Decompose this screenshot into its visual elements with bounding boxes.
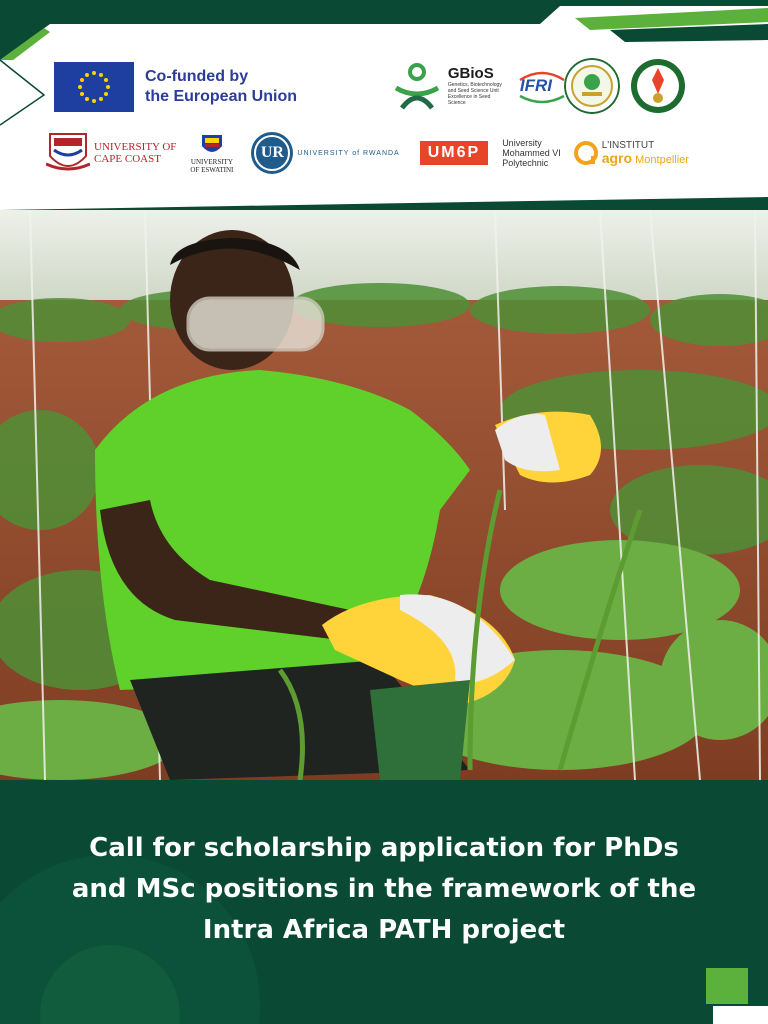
ucc-text — [94, 141, 176, 165]
rwanda-emblem-icon — [251, 132, 293, 174]
eu-stars-icon — [54, 62, 134, 112]
um6p-line1: University — [502, 138, 542, 148]
greenhouse-photo — [0, 210, 768, 780]
eswatini-text-line2: OF ESWATINI — [190, 166, 234, 174]
institut-agro-logo — [573, 139, 689, 167]
gbios-logo — [392, 62, 508, 110]
agro-word: agro — [601, 150, 633, 166]
fsa-uac-seal-icon — [564, 58, 620, 114]
eu-text-line1: Co-funded by — [145, 68, 249, 85]
farmer-tending-tomato-plants-image — [0, 210, 768, 780]
header-decoration — [0, 0, 768, 60]
agro-ring-icon — [573, 140, 599, 166]
call-headline — [30, 828, 738, 951]
agro-city: Montpellier — [635, 154, 689, 166]
ucc-text-line2: CAPE COAST — [94, 153, 161, 165]
logo-row-bottom — [46, 130, 689, 176]
agro-line1: L'INSTITUT — [601, 140, 655, 151]
eswatini-text — [190, 158, 233, 174]
ifri-text: IFRI — [519, 76, 552, 95]
eu-cofunded-text — [145, 67, 297, 107]
um6p-line2: Mohammed VI — [502, 148, 561, 158]
um6p-logo: UM6P — [420, 141, 488, 165]
gbios-text — [448, 66, 508, 106]
headline-line-1: Call for scholarship application for PhDs — [89, 833, 679, 863]
eswatini-text-line1: UNIVERSITY — [190, 158, 233, 166]
agro-text — [602, 139, 689, 167]
headline-line-3: Intra Africa PATH project — [202, 915, 566, 945]
rwanda-logo — [251, 132, 399, 174]
eu-flag-icon — [54, 62, 134, 112]
agro-line2 — [602, 152, 689, 167]
ifri-logo — [518, 72, 554, 100]
header-divider — [0, 197, 768, 210]
eswatini-logo — [190, 132, 233, 174]
gbios-title: GBioS — [447, 65, 494, 82]
logo-row-top — [392, 58, 686, 114]
ucc-text-line1: UNIVERSITY OF — [94, 141, 177, 153]
gbios-subtitle: Genetics, Biotechnology and Seed Science Unit Excellence in Seed Science — [447, 82, 502, 106]
ucc-crest-icon — [46, 130, 90, 176]
eswatini-crest-icon — [199, 132, 225, 158]
um6p-fullname — [502, 138, 561, 168]
headline-line-2: and MSc positions in the framework of the — [71, 874, 697, 904]
um6p-line3: Polytechnic — [502, 158, 549, 168]
eu-text-line2: the European Union — [145, 88, 297, 105]
corner-green-square — [706, 968, 748, 1004]
rwanda-mark: UR — [254, 135, 290, 171]
gbios-figure-icon — [392, 62, 442, 110]
ucc-logo — [46, 130, 176, 176]
partner-logos-header — [0, 0, 768, 210]
uac-university-seal-icon — [630, 58, 686, 114]
eu-cofunding-logo — [54, 62, 297, 112]
rwanda-text: UNIVERSITY of RWANDA — [297, 149, 400, 157]
corner-white-block — [713, 1006, 768, 1024]
call-footer-panel — [0, 780, 768, 1024]
